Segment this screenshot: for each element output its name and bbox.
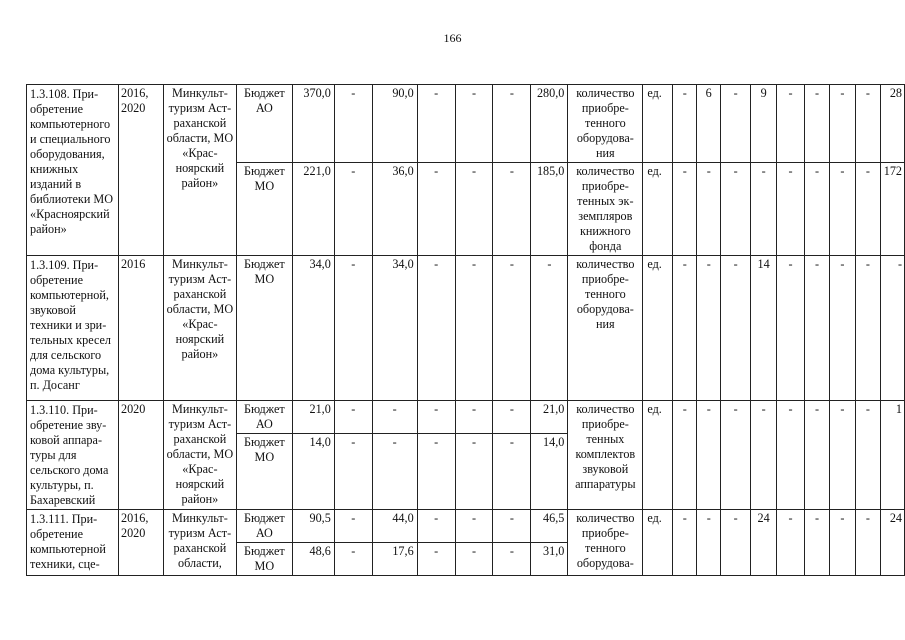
indicator-value: - (855, 85, 880, 163)
executor: Минкульттуризм Астраханской области, МО «Красноярский район» (163, 256, 236, 401)
funding-source: Бюджет МО (236, 434, 292, 510)
funding-year-value: - (417, 543, 455, 576)
funding-year-value: - (455, 256, 493, 401)
indicator-value: - (721, 510, 751, 576)
executor: Минкульттуризм Астраханской области, МО «Красноярский район» (163, 85, 236, 256)
indicator-name: количество приобретенного оборудования (568, 85, 643, 163)
table-row (27, 256, 905, 401)
funding-year-value: 34,0 (372, 256, 417, 401)
funding-source: Бюджет АО (236, 401, 292, 434)
indicator-value: - (777, 85, 805, 163)
indicator-value: - (697, 256, 721, 401)
funding-year-value: - (493, 163, 531, 256)
indicator-name: количество приобретенных экземпляров книжного фонда (568, 163, 643, 256)
table-row (27, 510, 905, 543)
page-number: 166 (443, 31, 462, 45)
indicator-value: - (721, 85, 751, 163)
indicator-value: - (673, 85, 697, 163)
funding-year-value: - (493, 543, 531, 576)
indicator-value: 24 (751, 510, 777, 576)
funding-total: 370,0 (292, 85, 334, 163)
executor: Минкульттуризм Астраханской области, МО «Красноярский район» (163, 401, 236, 510)
funding-year-value: - (417, 256, 455, 401)
funding-source: Бюджет МО (236, 256, 292, 401)
funding-year-value: - (493, 256, 531, 401)
indicator-value: - (777, 510, 805, 576)
funding-total: 21,0 (292, 401, 334, 434)
indicator-value: - (673, 510, 697, 576)
program-table (26, 84, 905, 576)
implementation-years: 2016, 2020 (118, 510, 163, 576)
measure-name: 1.3.108. Приобретение компьютерного и специального оборудования, книжных изданий в библиотеки МО «Красноярский район» (27, 85, 119, 256)
funding-year-value: - (455, 85, 493, 163)
indicator-name: количество приобретенного оборудова- (568, 510, 643, 576)
funding-year-value: 21,0 (531, 401, 568, 434)
indicator-value: - (805, 401, 830, 510)
indicator-unit: ед. (643, 256, 673, 401)
indicator-value: - (721, 163, 751, 256)
indicator-value: - (777, 163, 805, 256)
indicator-value: 9 (751, 85, 777, 163)
indicator-value: - (855, 163, 880, 256)
indicator-unit: ед. (643, 510, 673, 576)
funding-total: 34,0 (292, 256, 334, 401)
indicator-value: - (777, 256, 805, 401)
indicator-value: - (855, 256, 880, 401)
indicator-value: - (829, 401, 855, 510)
indicator-value: - (777, 401, 805, 510)
indicator-name: количество приобретенных комплектов звуковой аппаратуры (568, 401, 643, 510)
indicator-value: - (855, 510, 880, 576)
funding-year-value: - (455, 543, 493, 576)
implementation-years: 2020 (118, 401, 163, 510)
indicator-value: - (697, 510, 721, 576)
indicator-value: - (855, 401, 880, 510)
indicator-total: 28 (880, 85, 904, 163)
funding-year-value: - (417, 163, 455, 256)
funding-year-value: 185,0 (531, 163, 568, 256)
funding-source: Бюджет МО (236, 543, 292, 576)
indicator-value: - (673, 256, 697, 401)
funding-year-value: 36,0 (372, 163, 417, 256)
implementation-years: 2016, 2020 (118, 85, 163, 256)
funding-year-value: 90,0 (372, 85, 417, 163)
funding-total: 90,5 (292, 510, 334, 543)
funding-year-value: - (417, 510, 455, 543)
indicator-value: - (805, 256, 830, 401)
funding-year-value: - (455, 510, 493, 543)
indicator-value: - (751, 401, 777, 510)
funding-year-value: - (334, 434, 372, 510)
funding-year-value: - (493, 434, 531, 510)
funding-year-value: - (334, 163, 372, 256)
indicator-unit: ед. (643, 85, 673, 163)
funding-year-value: 44,0 (372, 510, 417, 543)
funding-source: Бюджет АО (236, 85, 292, 163)
funding-year-value: - (455, 434, 493, 510)
funding-year-value: - (334, 543, 372, 576)
measure-name: 1.3.111. Приобретение компьютерной техники, сце- (27, 510, 119, 576)
funding-year-value: - (455, 401, 493, 434)
funding-total: 221,0 (292, 163, 334, 256)
indicator-value: - (697, 401, 721, 510)
funding-year-value: 31,0 (531, 543, 568, 576)
indicator-value: 14 (751, 256, 777, 401)
indicator-value: - (805, 85, 830, 163)
funding-year-value: 280,0 (531, 85, 568, 163)
indicator-value: - (721, 401, 751, 510)
funding-total: 14,0 (292, 434, 334, 510)
indicator-unit: ед. (643, 401, 673, 510)
indicator-total: - (880, 256, 904, 401)
indicator-value: - (829, 85, 855, 163)
implementation-years: 2016 (118, 256, 163, 401)
funding-year-value: - (493, 85, 531, 163)
funding-year-value: - (417, 401, 455, 434)
funding-year-value: 46,5 (531, 510, 568, 543)
indicator-total: 172 (880, 163, 904, 256)
funding-year-value: - (334, 85, 372, 163)
table-row (27, 85, 905, 163)
funding-year-value: - (493, 401, 531, 434)
indicator-total: 1 (880, 401, 904, 510)
table-row (27, 401, 905, 434)
measure-name: 1.3.109. Приобретение компьютерной, звуковой техники и зрительных кресел для сельского дома культуры, п. Досанг (27, 256, 119, 401)
funding-year-value: - (417, 85, 455, 163)
funding-source: Бюджет МО (236, 163, 292, 256)
funding-year-value: - (372, 401, 417, 434)
funding-year-value: - (334, 401, 372, 434)
indicator-value: - (697, 163, 721, 256)
indicator-value: - (721, 256, 751, 401)
indicator-value: - (673, 401, 697, 510)
executor: Минкульттуризм Астраханской области, (163, 510, 236, 576)
funding-year-value: - (334, 510, 372, 543)
measure-name: 1.3.110. Приобретение звуковой аппаратуры для сельского дома культуры, п. Бахаревский (27, 401, 119, 510)
funding-year-value: - (493, 510, 531, 543)
indicator-value: - (829, 163, 855, 256)
funding-year-value: 14,0 (531, 434, 568, 510)
funding-year-value: - (417, 434, 455, 510)
indicator-value: - (805, 163, 830, 256)
indicator-value: - (829, 256, 855, 401)
indicator-name: количество приобретенного оборудования (568, 256, 643, 401)
funding-year-value: - (531, 256, 568, 401)
funding-total: 48,6 (292, 543, 334, 576)
indicator-value: - (805, 510, 830, 576)
indicator-total: 24 (880, 510, 904, 576)
indicator-value: - (751, 163, 777, 256)
funding-year-value: - (334, 256, 372, 401)
indicator-unit: ед. (643, 163, 673, 256)
funding-year-value: - (455, 163, 493, 256)
funding-source: Бюджет АО (236, 510, 292, 543)
indicator-value: - (673, 163, 697, 256)
funding-year-value: - (372, 434, 417, 510)
indicator-value: 6 (697, 85, 721, 163)
funding-year-value: 17,6 (372, 543, 417, 576)
indicator-value: - (829, 510, 855, 576)
